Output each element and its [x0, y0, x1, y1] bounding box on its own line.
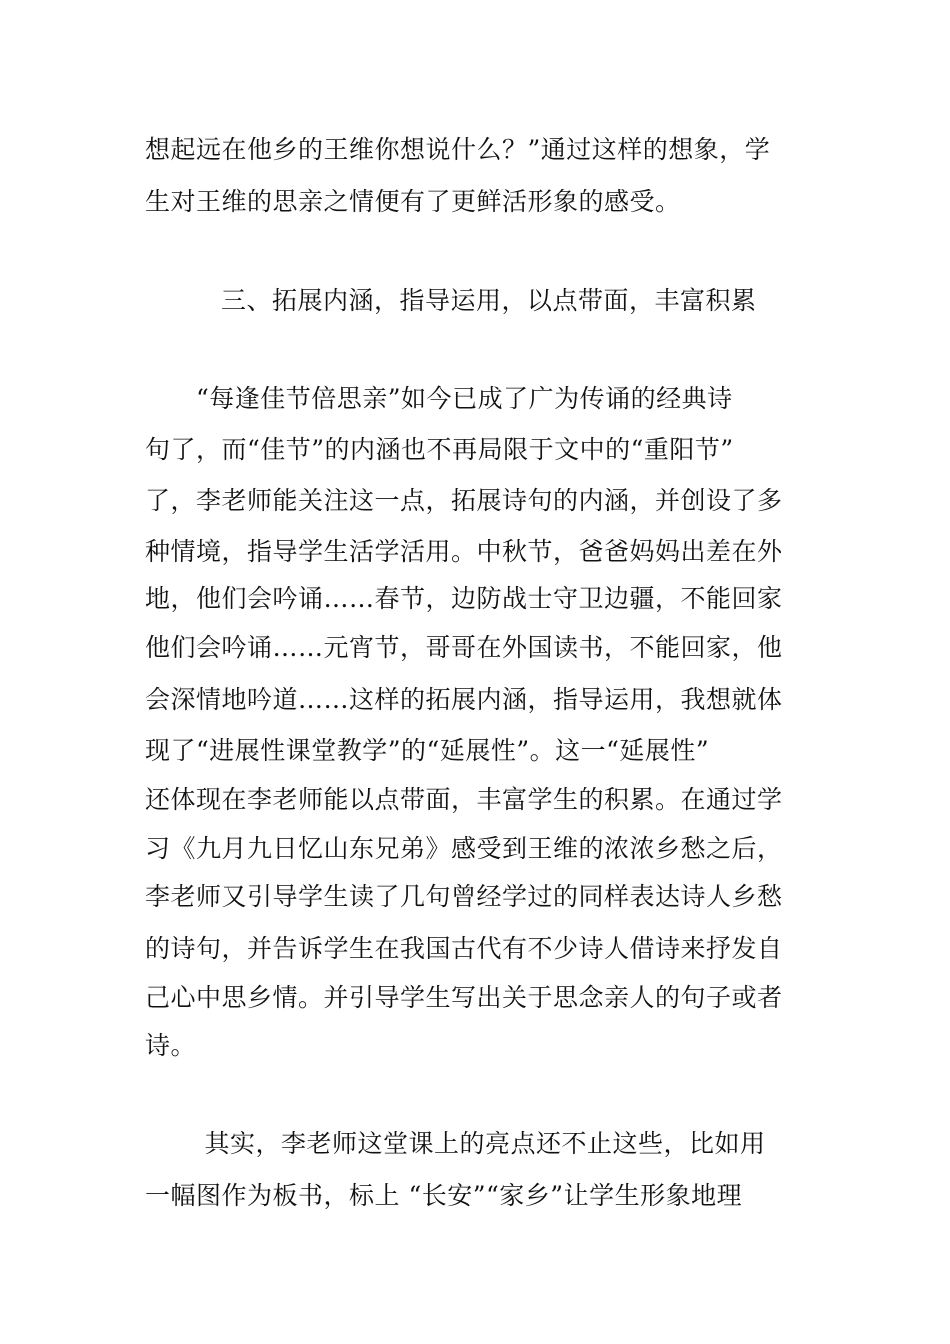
paragraph-2-line-4: 种情境，指导学生活学活用。中秋节，爸爸妈妈出差在外: [145, 537, 783, 566]
paragraph-2-line-5: 地，他们会吟诵……春节，边防战士守卫边疆，不能回家: [145, 584, 783, 613]
paragraph-2-line-10: 习《九月九日忆山东兄弟》感受到王维的浓浓乡愁之后，: [145, 834, 783, 863]
paragraph-2-line-7: 会深情地吟道……这样的拓展内涵，指导运用，我想就体: [145, 685, 783, 714]
paragraph-2-line-13: 己心中思乡情。并引导学生写出关于思念亲人的句子或者: [145, 983, 783, 1012]
paragraph-2-line-3: 了，李老师能关注这一点，拓展诗句的内涵，并创设了多: [145, 486, 783, 515]
paragraph-2-line-11: 李老师又引导学生读了几句曾经学过的同样表达诗人乡愁: [145, 882, 783, 911]
paragraph-2-line-6: 他们会吟诵……元宵节，哥哥在外国读书，不能回家，他: [145, 633, 783, 662]
paragraph-2-line-12: 的诗句，并告诉学生在我国古代有不少诗人借诗来抒发自: [145, 934, 783, 963]
paragraph-2-line-2: 句了，而“佳节”的内涵也不再局限于文中的“重阳节”: [145, 435, 734, 464]
paragraph-2-line-8: 现了“进展性课堂教学”的“延展性”。这一“延展性”: [145, 736, 710, 765]
paragraph-3-line-1: 其实，李老师这堂课上的亮点还不止这些，比如用: [145, 1129, 766, 1158]
paragraph-2-line-1: “每逢佳节倍思亲”如今已成了广为传诵的经典诗: [145, 384, 733, 413]
paragraph-2-line-14: 诗。: [145, 1031, 197, 1060]
paragraph-3-line-2: 一幅图作为板书，标上 “长安”“家乡”让学生形象地理: [145, 1181, 743, 1210]
paragraph-1-line-1: 想起远在他乡的王维你想说什么？”通过这样的想象，学: [145, 135, 771, 164]
paragraph-2-line-9: 还体现在李老师能以点带面，丰富学生的积累。在通过学: [145, 785, 783, 814]
paragraph-1-line-2: 生对王维的思亲之情便有了更鲜活形象的感受。: [145, 187, 681, 216]
section-heading: 三、拓展内涵，指导运用，以点带面，丰富积累: [221, 286, 757, 315]
